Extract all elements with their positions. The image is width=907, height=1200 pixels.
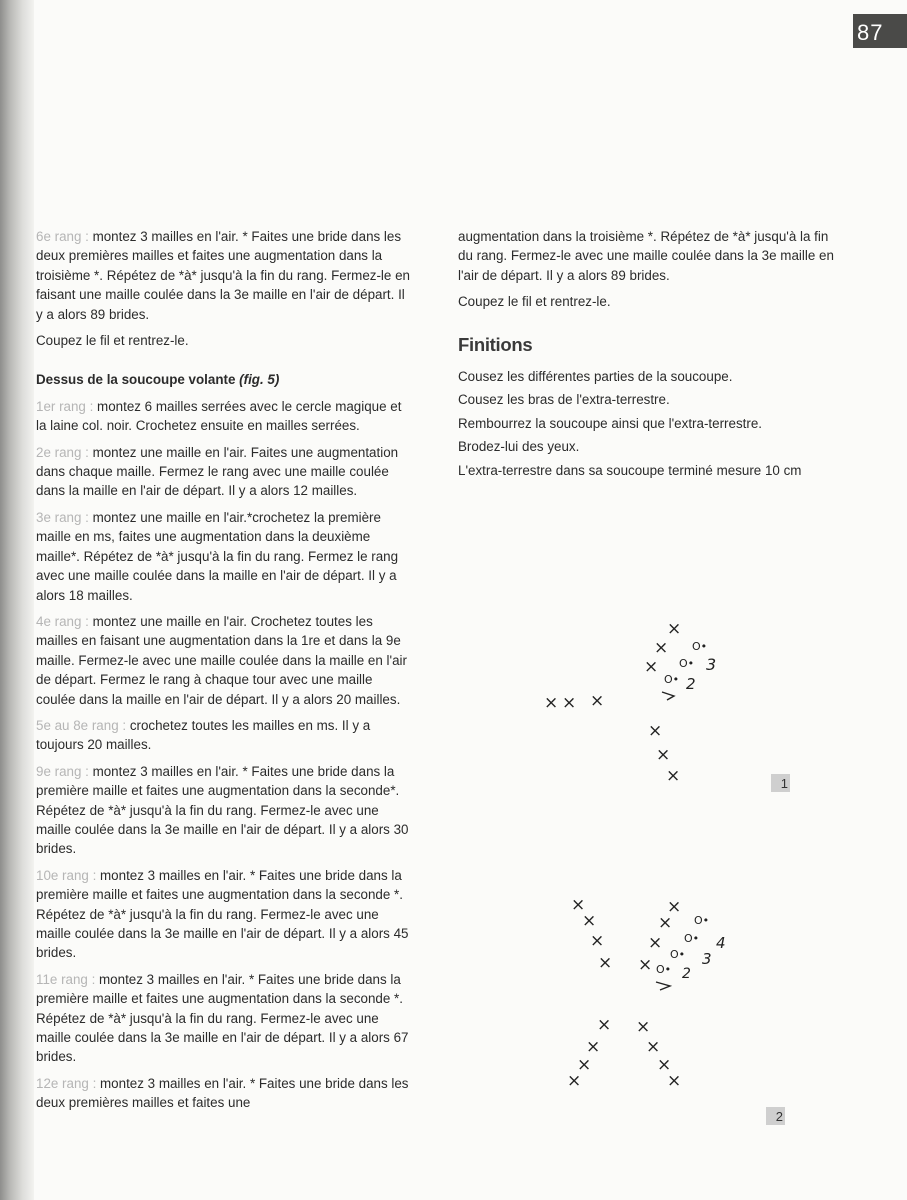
right-column xyxy=(458,227,840,484)
paragraph-row-3 xyxy=(36,508,412,605)
cut-text: Coupez le fil et rentrez-le. xyxy=(36,333,189,349)
stitch-x-symbol: × xyxy=(644,657,659,677)
stitch-x-symbol: × xyxy=(654,638,669,658)
paragraph-cut-right: Coupez le fil et rentrez-le. xyxy=(458,294,611,310)
subhead-fig-ref: (fig. 5) xyxy=(239,372,280,388)
finition-item: Brodez-lui des yeux. xyxy=(458,439,580,455)
stitch-x-symbol: × xyxy=(571,895,586,915)
paragraph-row-11 xyxy=(36,970,412,1067)
stitch-x-symbol: × xyxy=(638,955,653,975)
stitch-x-symbol: × xyxy=(597,1015,612,1035)
paragraph-row-4 xyxy=(36,612,412,709)
stitch-x-symbol: × xyxy=(636,1017,651,1037)
round-number: 2 xyxy=(682,966,691,982)
stitch-x-symbol: × xyxy=(657,1055,672,1075)
round-text: montez une maille en l'air.*crochetez la première maille en ms, faites une augmentation dans la deuxième maille*. Répétez de *à* jusqu'à la fin du rang. Fermez le rang avec une maille coulée dans la maille en l'air de départ. Il y a alors 18 mailles. xyxy=(36,509,399,603)
round-label: 1er rang : xyxy=(36,398,94,414)
round-label: 4e rang : xyxy=(36,613,89,629)
round-label: 3e rang : xyxy=(36,509,89,525)
paragraph-continuation: augmentation dans la troisième *. Répétez de *à* jusqu'à la fin du rang. Fermez-le avec une maille coulée dans la 3e maille en l'air de départ. Il y a alors 89 brides. xyxy=(458,229,834,283)
round-label: 12e rang : xyxy=(36,1075,97,1091)
page-number: 87 xyxy=(853,14,907,48)
round-text: montez une maille en l'air. Faites une augmentation dans chaque maille. Fermez le rang avec une maille coulée dans la maille en l'air de départ. Il y a alors 12 mailles. xyxy=(36,444,399,499)
finition-item: Cousez les différentes parties de la soucoupe. xyxy=(458,369,733,385)
stitch-x-symbol: × xyxy=(590,691,605,711)
left-column xyxy=(36,227,412,1120)
subhead-title: Dessus de la soucoupe volante xyxy=(36,372,236,388)
chain-symbol: O• xyxy=(684,932,700,945)
round-text: montez 3 mailles en l'air. * Faites une bride dans les deux premières mailles et faites une augmentation dans la troisième *. Répétez de *à* jusqu'à la fin du rang. Fermez-le en faisant une maille coulée dans la 3e maille en l'air de départ. Il y a alors 89 brides. xyxy=(36,229,410,322)
round-text: montez 3 mailles en l'air. * Faites une bride dans les deux premières mailles et faites une xyxy=(36,1075,409,1111)
stitch-x-symbol: × xyxy=(582,911,597,931)
stitch-x-symbol: × xyxy=(590,931,605,951)
book-spine-shadow xyxy=(0,0,34,1200)
chain-symbol: O• xyxy=(692,640,708,653)
chain-symbol: O• xyxy=(664,673,680,686)
stitch-x-symbol: × xyxy=(567,1071,582,1091)
paragraph-cut xyxy=(36,331,412,350)
round-label: 11e rang : xyxy=(36,971,96,987)
stitch-x-symbol: × xyxy=(667,619,682,639)
direction-arrow xyxy=(656,982,670,990)
round-label: 6e rang : xyxy=(36,229,89,244)
section-title-finitions: Finitions xyxy=(458,333,533,355)
stitch-x-symbol: × xyxy=(598,953,613,973)
round-label: 5e au 8e rang : xyxy=(36,717,127,733)
chain-symbol: O• xyxy=(670,948,686,961)
round-text: montez 3 mailles en l'air. * Faites une bride dans la première maille et faites une augmentation dans la seconde *. Répétez de *à* jusqu'à la fin du rang. Fermez-le avec une maille coulée dans la 3e maille en l'air de départ. Il y a alors 45 brides. xyxy=(36,867,409,961)
round-number: 3 xyxy=(706,655,717,674)
stitch-x-symbol: × xyxy=(667,897,682,917)
round-number: 4 xyxy=(716,934,726,952)
paragraph-row-9 xyxy=(36,762,412,859)
paragraph-row-5-8 xyxy=(36,716,412,755)
paragraph-row-10 xyxy=(36,866,412,963)
round-label: 9e rang : xyxy=(36,763,89,779)
stitch-x-symbol: × xyxy=(562,693,577,713)
paragraph-row-6 xyxy=(36,227,412,324)
crochet-diagram-fig1 xyxy=(530,610,750,790)
stitch-x-symbol: × xyxy=(656,745,671,765)
stitch-x-symbol: × xyxy=(658,913,673,933)
paragraph-row-12 xyxy=(36,1074,412,1113)
paragraph-row-1 xyxy=(36,397,412,436)
stitch-x-symbol: × xyxy=(648,933,663,953)
round-number: 2 xyxy=(686,675,696,693)
crochet-diagram-fig2 xyxy=(560,890,760,1100)
round-number: 3 xyxy=(702,950,712,968)
round-text: montez une maille en l'air. Crochetez toutes les mailles en faisant une augmentation dans la 1re et dans la 9e maille. Fermez-le avec une maille coulée dans la maille en l'air de départ. Fermez le rang à chaque tour avec une maille coulée dans la maille en l'air de départ. Il y a alors 20 mailles. xyxy=(36,613,407,707)
finition-item: L'extra-terrestre dans sa soucoupe terminé mesure 10 cm xyxy=(458,462,802,478)
subhead-dessus xyxy=(36,370,412,389)
stitch-x-symbol: × xyxy=(577,1055,592,1075)
chain-symbol: O• xyxy=(694,914,710,927)
round-label: 2e rang : xyxy=(36,444,89,460)
stitch-x-symbol: × xyxy=(648,721,663,741)
chain-symbol: O• xyxy=(656,963,672,976)
stitch-x-symbol: × xyxy=(544,693,559,713)
finition-item: Rembourrez la soucoupe ainsi que l'extra-terrestre. xyxy=(458,415,762,431)
figure-label-2: 2 xyxy=(766,1107,785,1125)
round-text: montez 3 mailles en l'air. * Faites une bride dans la première maille et faites une augmentation dans la seconde *. Répétez de *à* jusqu'à la fin du rang. Fermez-le avec une maille coulée dans la 3e maille en l'air de départ. Il y a alors 67 brides. xyxy=(36,971,409,1065)
chain-symbol: O• xyxy=(679,657,695,670)
round-text: crochetez toutes les mailles en ms. Il y a toujours 20 mailles. xyxy=(36,717,371,753)
stitch-x-symbol: × xyxy=(666,766,681,786)
figure-label-1: 1 xyxy=(771,774,790,792)
stitch-x-symbol: × xyxy=(646,1037,661,1057)
stitch-x-symbol: × xyxy=(586,1037,601,1057)
paragraph-row-2 xyxy=(36,443,412,501)
round-text: montez 3 mailles en l'air. * Faites une bride dans la première maille et faites une augmentation dans la seconde*. Répétez de *à* jusqu'à la fin du rang. Fermez-le avec une maille coulée dans la 3e maille en l'air de départ. Il y a alors 30 brides. xyxy=(36,763,409,857)
round-label: 10e rang : xyxy=(36,867,97,883)
finition-item: Cousez les bras de l'extra-terrestre. xyxy=(458,392,670,408)
round-text: montez 6 mailles serrées avec le cercle magique et la laine col. noir. Crochetez ensuite en mailles serrées. xyxy=(36,398,402,434)
stitch-x-symbol: × xyxy=(667,1071,682,1091)
direction-arrow xyxy=(662,692,674,700)
